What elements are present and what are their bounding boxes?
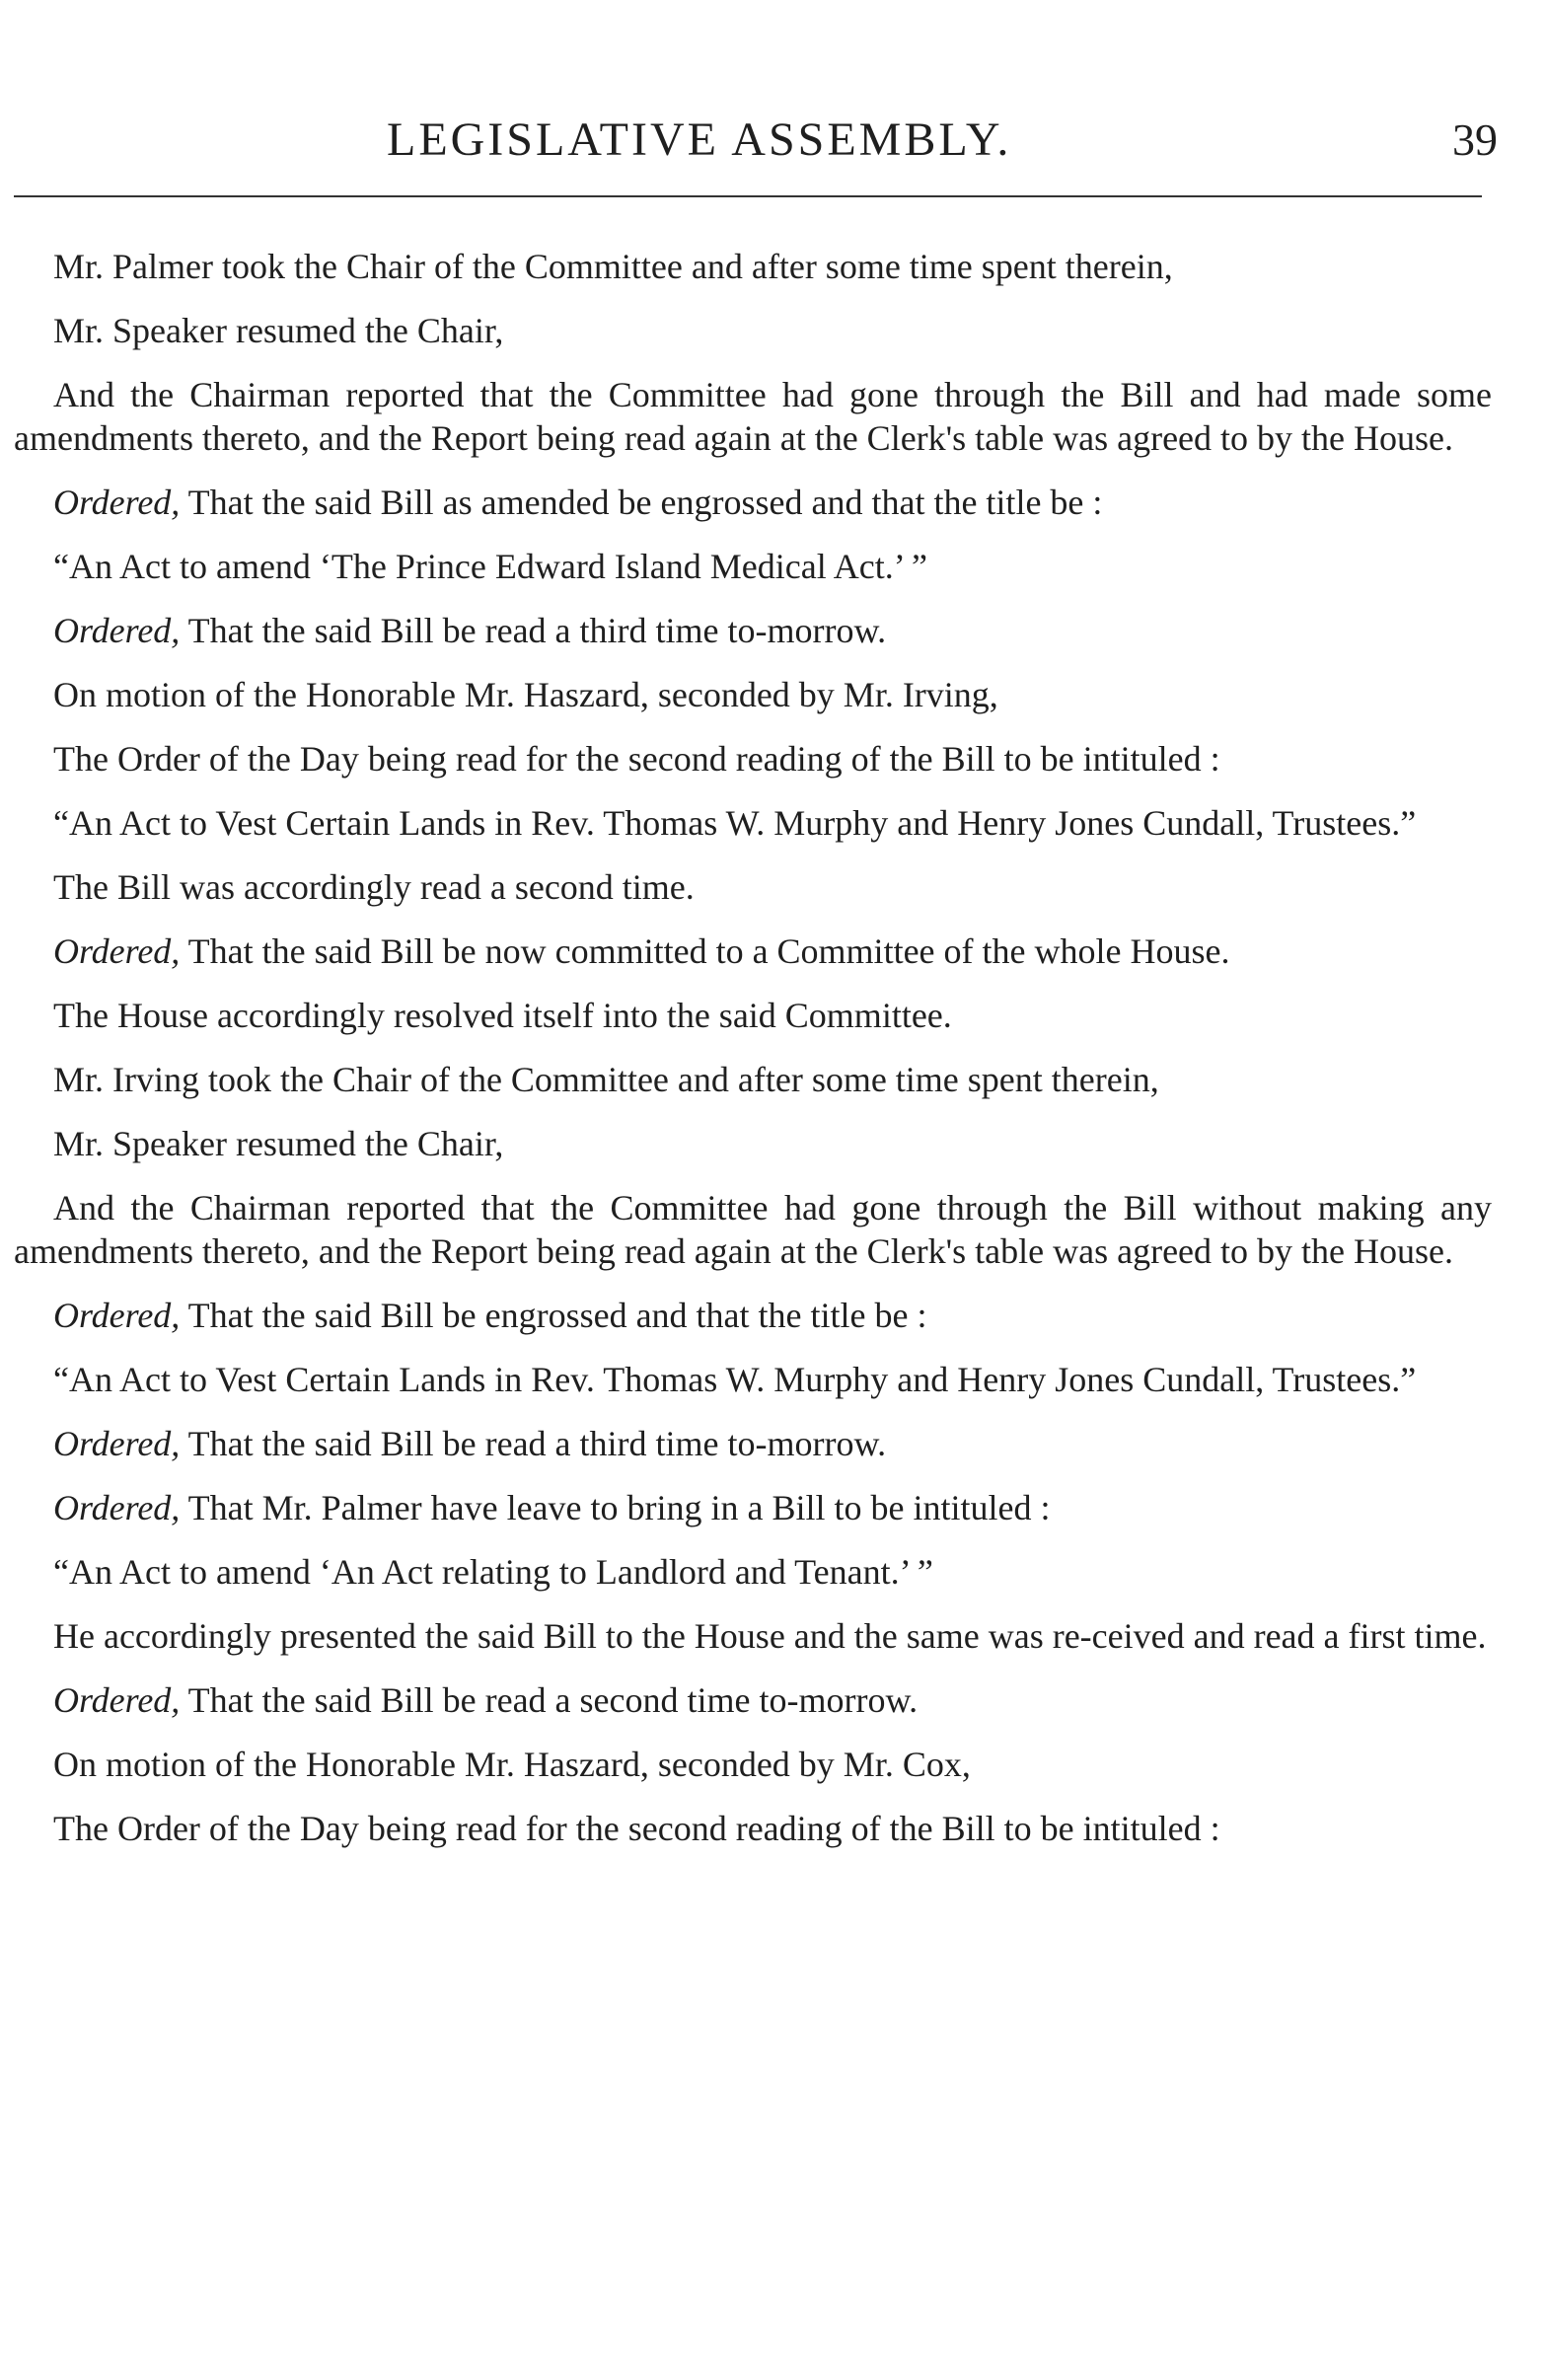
paragraph	[14, 309, 1492, 352]
paragraph-text: “An Act to amend ‘An Act relating to Landlord and Tenant.’ ”	[53, 1552, 933, 1592]
paragraph	[14, 1486, 1492, 1529]
document-body	[14, 245, 1492, 1871]
paragraph	[14, 673, 1492, 716]
paragraph	[14, 994, 1492, 1037]
paragraph-text: That the said Bill be read a second time to-morrow.	[180, 1680, 919, 1720]
paragraph	[14, 737, 1492, 781]
paragraph-text: Mr. Irving took the Chair of the Committee and after some time spent therein,	[53, 1060, 1159, 1099]
paragraph	[14, 245, 1492, 288]
paragraph	[14, 1550, 1492, 1594]
paragraph-text: That the said Bill be read a third time to-morrow.	[180, 611, 887, 650]
paragraph-text: That Mr. Palmer have leave to bring in a Bill to be intituled :	[180, 1488, 1051, 1527]
paragraph-text: And the Chairman reported that the Committee had gone through the Bill and had made some amendments thereto, and the Report being read again at the Clerk's table was agreed to by the House.	[14, 375, 1492, 458]
paragraph-text: The House accordingly resolved itself into the said Committee.	[53, 996, 952, 1035]
page-number: 39	[1452, 114, 1498, 165]
paragraph	[14, 373, 1492, 460]
running-head	[0, 111, 1545, 170]
paragraph-text: “An Act to amend ‘The Prince Edward Island Medical Act.’ ”	[53, 547, 928, 586]
paragraph-text: That the said Bill be engrossed and that the title be :	[180, 1296, 927, 1335]
paragraph-lead: Ordered,	[53, 931, 181, 971]
paragraph	[14, 609, 1492, 652]
paragraph-text: That the said Bill as amended be engrossed and that the title be :	[180, 483, 1103, 522]
paragraph-lead: Ordered,	[53, 1424, 181, 1463]
paragraph	[14, 930, 1492, 973]
paragraph	[14, 1358, 1492, 1401]
paragraph-lead: Ordered,	[53, 1296, 181, 1335]
paragraph-text: The Order of the Day being read for the second reading of the Bill to be intituled :	[53, 1809, 1220, 1848]
paragraph	[14, 1807, 1492, 1850]
paragraph-lead: Ordered,	[53, 483, 181, 522]
paragraph	[14, 545, 1492, 588]
paragraph-text: Mr. Palmer took the Chair of the Committee and after some time spent therein,	[53, 247, 1173, 286]
paragraph-text: The Order of the Day being read for the second reading of the Bill to be intituled :	[53, 739, 1220, 779]
paragraph-text: “An Act to Vest Certain Lands in Rev. Thomas W. Murphy and Henry Jones Cundall, Trustees.”	[53, 803, 1417, 843]
paragraph-text: That the said Bill be read a third time to-morrow.	[180, 1424, 887, 1463]
paragraph	[14, 1294, 1492, 1337]
paragraph-text: He accordingly presented the said Bill to the House and the same was re-ceived and read a first time.	[53, 1616, 1487, 1656]
paragraph-text: On motion of the Honorable Mr. Haszard, seconded by Mr. Irving,	[53, 675, 998, 714]
page-title: LEGISLATIVE ASSEMBLY.	[387, 113, 1012, 166]
paragraph	[14, 1058, 1492, 1101]
paragraph	[14, 1122, 1492, 1165]
paragraph-lead: Ordered,	[53, 1488, 181, 1527]
paragraph-text: Mr. Speaker resumed the Chair,	[53, 311, 504, 350]
paragraph-text: The Bill was accordingly read a second time.	[53, 867, 695, 907]
paragraph-text: “An Act to Vest Certain Lands in Rev. Thomas W. Murphy and Henry Jones Cundall, Trustees.”	[53, 1360, 1417, 1399]
paragraph	[14, 865, 1492, 909]
paragraph	[14, 481, 1492, 524]
paragraph-lead: Ordered,	[53, 611, 181, 650]
paragraph	[14, 1678, 1492, 1722]
paragraph-lead: Ordered,	[53, 1680, 181, 1720]
paragraph	[14, 1743, 1492, 1786]
paragraph-text: That the said Bill be now committed to a Committee of the whole House.	[180, 931, 1230, 971]
paragraph-text: And the Chairman reported that the Committee had gone through the Bill without making any amendments thereto, and the Report being read again at the Clerk's table was agreed to by the House.	[14, 1188, 1492, 1271]
paragraph	[14, 1422, 1492, 1465]
paragraph	[14, 1186, 1492, 1273]
header-rule	[14, 195, 1482, 197]
paragraph-text: Mr. Speaker resumed the Chair,	[53, 1124, 504, 1163]
paragraph-text: On motion of the Honorable Mr. Haszard, seconded by Mr. Cox,	[53, 1745, 971, 1784]
paragraph	[14, 801, 1492, 845]
paragraph	[14, 1614, 1492, 1658]
